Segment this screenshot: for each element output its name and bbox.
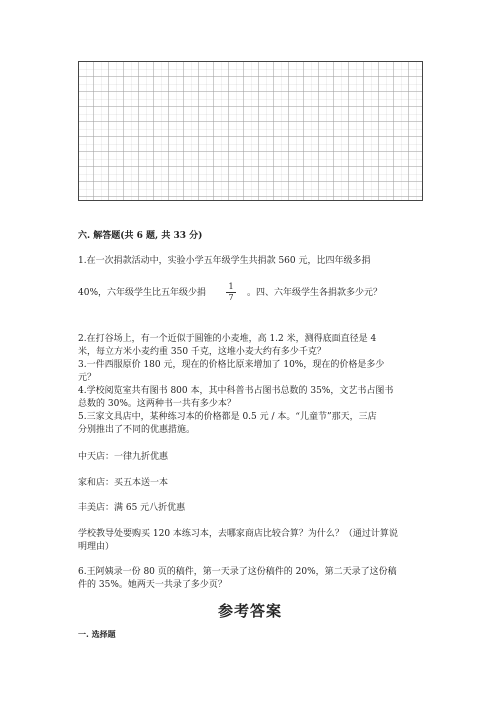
question-5-ask-line-2: 明理由） [78, 542, 115, 552]
question-3-line-2: 元？ [78, 373, 97, 383]
answers-title: 参考答案 [217, 602, 282, 620]
question-6-line-2: 件的 35%。她两天一共录了多少页？ [78, 580, 227, 590]
question-5-line-2: 分别推出了不同的优惠措施。 [78, 425, 196, 435]
fraction-one-seventh [226, 282, 236, 303]
writing-grid [78, 61, 423, 201]
shop-zhongtian: 中天店：一律九折优惠 [78, 452, 169, 462]
fraction-denominator: 7 [228, 293, 234, 302]
question-6-line-1: 6.王阿姨录一份 80 页的稿件，第一天录了这份稿件的 20%，第二天录了这份稿 [78, 567, 397, 577]
question-4-line-2: 总数的 30%。这两种书一共有多少本？ [78, 399, 236, 409]
question-5-ask-line-1: 学校教导处要购买 120 本练习本，去哪家商店比较合算？为什么？（通过计算说 [78, 529, 398, 539]
shop-fengmei: 丰美店：满 65 元八折优惠 [78, 503, 186, 513]
question-1-line-2-start: 40%，六年级学生比五年级少捐 [78, 288, 207, 298]
question-4-line-1: 4.学校阅览室共有图书 800 本，其中科普书占图书总数的 35%，文艺书占图书 [78, 386, 394, 396]
question-5-line-1: 5.三家文具店中，某种练习本的价格都是 0.5 元 / 本。“儿童节”那天，三店 [78, 412, 377, 422]
question-1-line-2-end: 。四、六年级学生各捐款多少元？ [247, 288, 383, 298]
question-1-line-1: 1.在一次捐款活动中，实验小学五年级学生共捐款 560 元，比四年级多捐 [78, 256, 371, 266]
question-2-line-1: 2.在打谷场上，有一个近似于圆锥的小麦堆，高 1.2 米，测得底面直径是 4 [78, 334, 377, 344]
section-title: 六. 解答题(共 6 题, 共 33 分) [78, 231, 203, 241]
question-2-line-2: 米，每立方米小麦约重 350 千克，这堆小麦大约有多少千克？ [78, 347, 326, 357]
fraction-numerator: 1 [226, 282, 236, 293]
answers-section-heading: 一. 选择题 [78, 629, 116, 639]
shop-jiahe: 家和店：买五本送一本 [78, 478, 169, 488]
question-3-line-1: 3.一件西服原价 180 元，现在的价格比原来增加了 10%，现在的价格是多少 [78, 360, 385, 370]
